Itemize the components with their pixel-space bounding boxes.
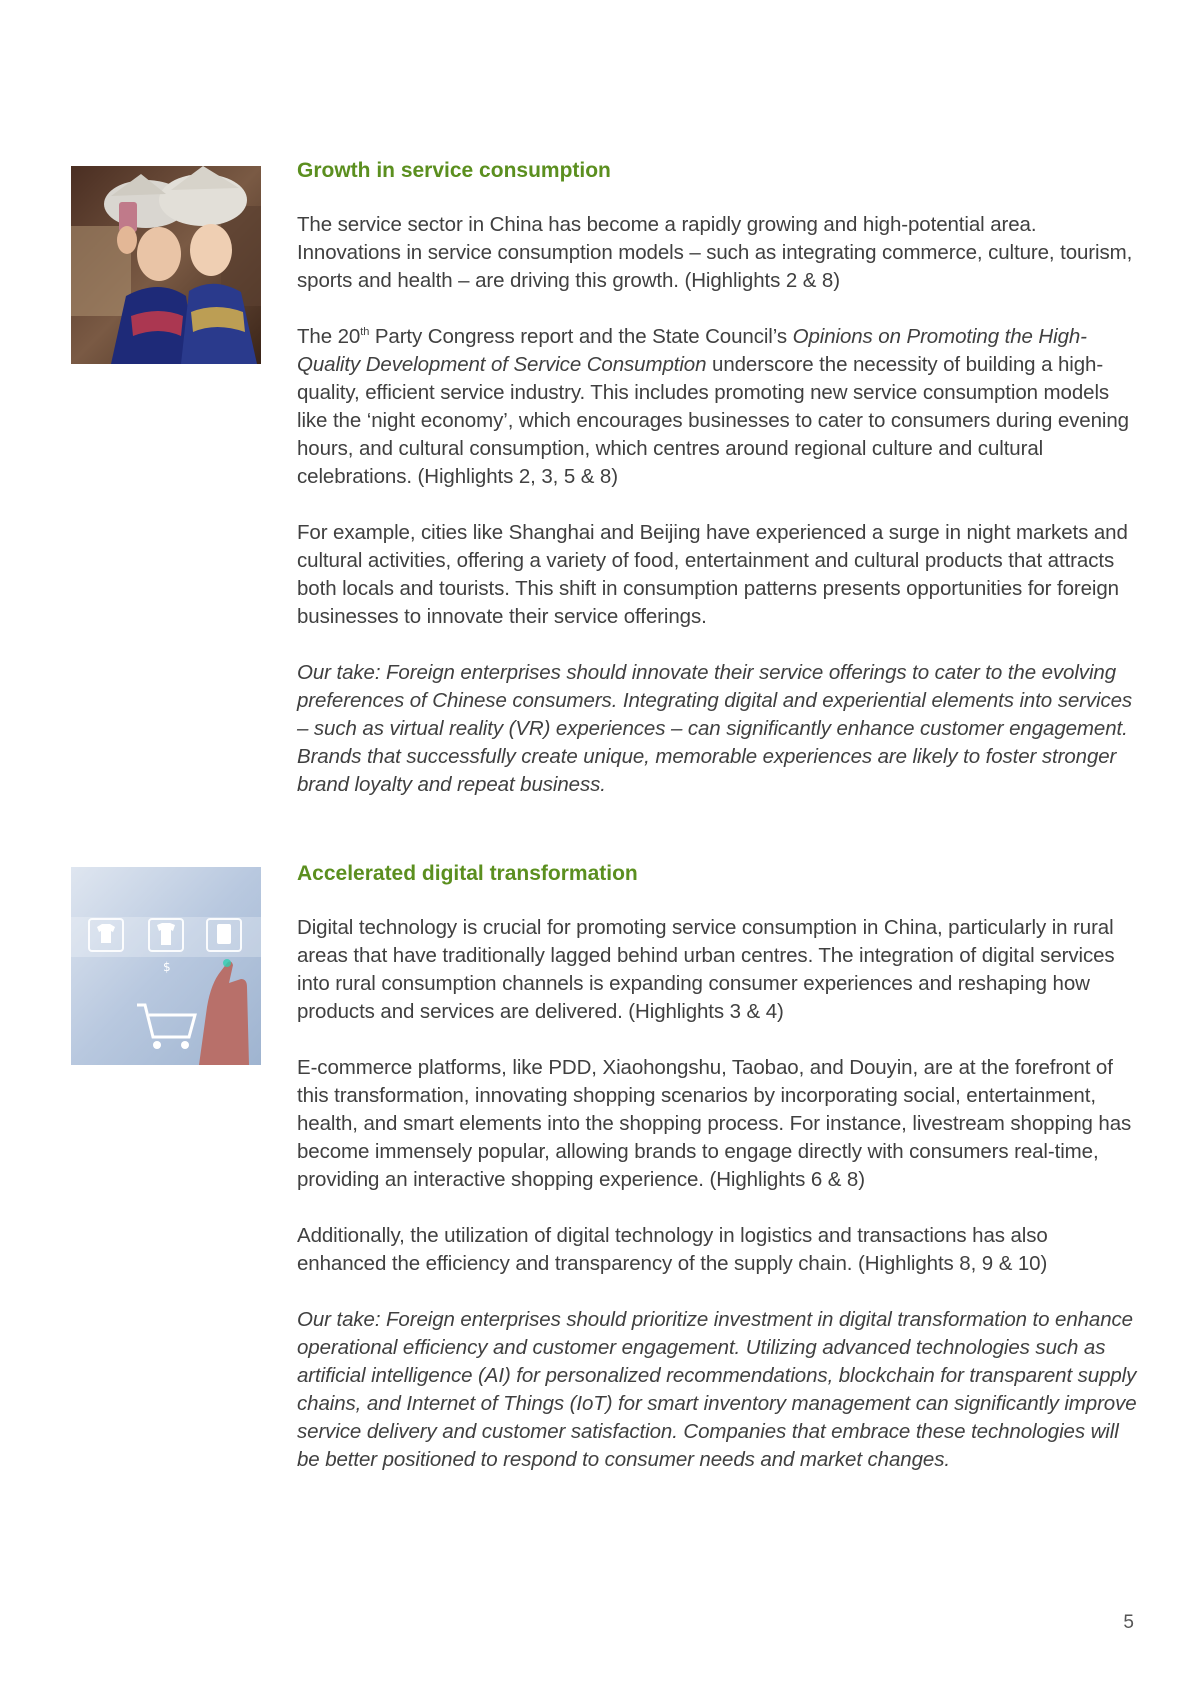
paragraph: E-commerce platforms, like PDD, Xiaohongshu, Taobao, and Douyin, are at the forefront of this transformation, innovating shopping scenarios by incorporating social, entertainment, health, and smart elements into the shopping process. For instance, livestream shopping has become immensely popular, allowing brands to engage directly with consumers real-time, providing an interactive shopping experience. (Highlights 6 & 8) bbox=[297, 1056, 1132, 1191]
photo-digital-shopping bbox=[71, 867, 261, 1065]
our-take-paragraph: Our take: Foreign enterprises should prioritize investment in digital transformation to enhance operational efficiency and customer engagement. Utilizing advanced technologies such as artificial intelligence (AI) for personalized recommendations, blockchain for transparent supply chains, and Internet of Things (IoT) for smart inventory management can significantly improve service delivery and customer satisfaction. Companies that embrace these technologies will be better positioned to respond to consumer needs and market changes. bbox=[297, 1308, 1137, 1471]
section-heading: Growth in service consumption bbox=[297, 159, 611, 182]
photo-women-selfie bbox=[71, 166, 261, 364]
section-service-consumption bbox=[297, 157, 1137, 827]
paragraph: Digital technology is crucial for promoting service consumption in China, particularly in rural areas that have traditionally lagged behind urban centres. The integration of digital services into rural consumption channels is expanding consumer experiences and reshaping how products and services are delivered. (Highlights 3 & 4) bbox=[297, 916, 1115, 1023]
our-take-paragraph: Our take: Foreign enterprises should innovate their service offerings to cater to the evolving preferences of Chinese consumers. Integrating digital and experiential elements into services – such as virtual reality (VR) experiences – can significantly enhance customer engagement. Brands that successfully create unique, memorable experiences are likely to foster stronger brand loyalty and repeat business. bbox=[297, 661, 1133, 796]
paragraph: For example, cities like Shanghai and Beijing have experienced a surge in night markets and cultural activities, offering a variety of food, entertainment and cultural products that attracts both locals and tourists. This shift in consumption patterns presents opportunities for foreign businesses to innovate their service offerings. bbox=[297, 521, 1128, 628]
svg-text:$: $ bbox=[163, 960, 171, 974]
paragraph: The 20th Party Congress report and the State Council’s Opinions on Promoting the High-Quality Development of Service Consumption underscore the necessity of building a high-quality, efficient service industry. This includes promoting new service consumption models like the ‘night economy’, which encourages businesses to cater to consumers during evening hours, and cultural consumption, which centres around regional culture and cultural celebrations. (Highlights 2, 3, 5 & 8) bbox=[297, 325, 1129, 488]
section-digital-transformation bbox=[297, 860, 1137, 1502]
section-heading: Accelerated digital transformation bbox=[297, 862, 638, 885]
page-number: 5 bbox=[1123, 1612, 1134, 1633]
paragraph: Additionally, the utilization of digital technology in logistics and transactions has also enhanced the efficiency and transparency of the supply chain. (Highlights 8, 9 & 10) bbox=[297, 1224, 1048, 1275]
paragraph: The service sector in China has become a rapidly growing and high-potential area. Innovations in service consumption models – such as integrating commerce, culture, tourism, sports and health – are driving this growth. (Highlights 2 & 8) bbox=[297, 213, 1133, 292]
